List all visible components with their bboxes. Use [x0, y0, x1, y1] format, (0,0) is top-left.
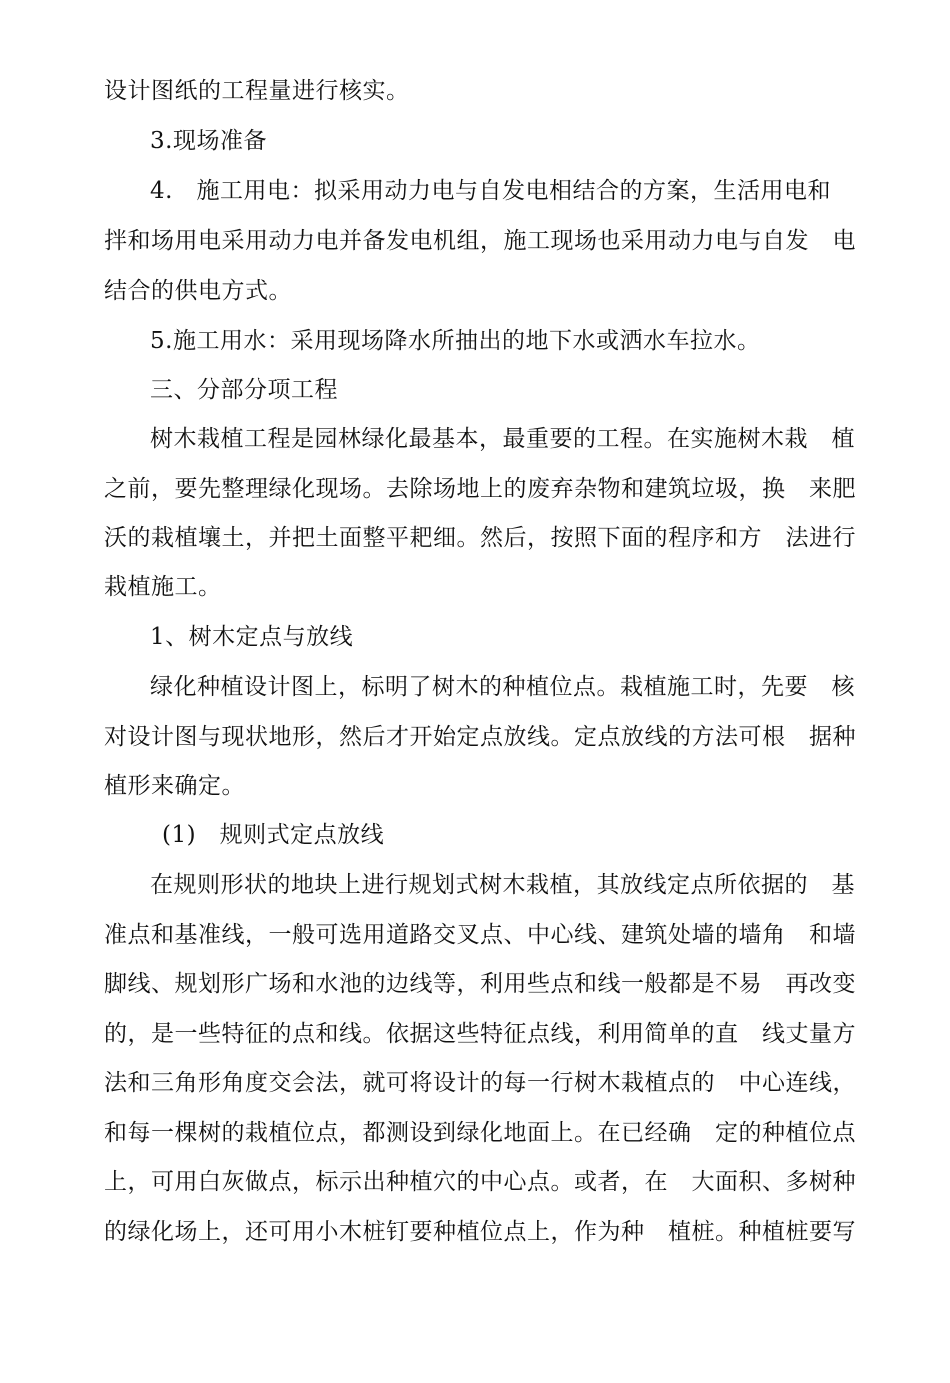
text-line-9: 之前，要先整理绿化现场。去除场地上的废弃杂物和建筑垃圾，换 来肥 — [104, 476, 856, 502]
text-line-15: 植形来确定。 — [104, 773, 245, 799]
text-line-5: 结合的供电方式。 — [104, 278, 292, 304]
section-heading: 三、分部分项工程 — [150, 377, 338, 403]
text-line-19: 脚线、规划形广场和水池的边线等，利用些点和线一般都是不易 再改变 — [104, 971, 856, 997]
text-line-11: 栽植施工。 — [104, 574, 222, 600]
subsection-heading: 1、树木定点与放线 — [150, 624, 354, 650]
text-line-2: 3.现场准备 — [150, 128, 267, 154]
text-line-13: 绿化种植设计图上，标明了树木的种植位点。栽植施工时，先要 核 — [150, 674, 855, 700]
text-line-21: 法和三角形角度交会法，就可将设计的每一行树木栽植点的 中心连线， — [104, 1070, 856, 1096]
text-line-14: 对设计图与现状地形，然后才开始定点放线。定点放线的方法可根 据种 — [104, 724, 856, 750]
text-line-20: 的，是一些特征的点和线。依据这些特征点线，利用简单的直 线丈量方 — [104, 1021, 856, 1047]
text-line-8: 树木栽植工程是园林绿化最基本，最重要的工程。在实施树木栽 植 — [150, 426, 855, 452]
text-line-1: 设计图纸的工程量进行核实。 — [104, 78, 410, 104]
text-line-10: 沃的栽植壤土，并把土面整平耙细。然后，按照下面的程序和方 法进行 — [104, 525, 856, 551]
text-line-3: 4. 施工用电：拟采用动力电与自发电相结合的方案，生活用电和 — [150, 178, 831, 204]
text-line-22: 和每一棵树的栽植位点，都测设到绿化地面上。在已经确 定的种植位点 — [104, 1120, 856, 1146]
sub-subsection-heading: (1) 规则式定点放线 — [162, 822, 385, 848]
text-line-24: 的绿化场上，还可用小木桩钉要种植位点上，作为种 植桩。种植桩要写 — [104, 1219, 856, 1245]
text-line-18: 准点和基准线，一般可选用道路交叉点、中心线、建筑处墙的墙角 和墙 — [104, 922, 856, 948]
text-line-6: 5.施工用水：采用现场降水所抽出的地下水或洒水车拉水。 — [150, 328, 761, 354]
text-line-4: 拌和场用电采用动力电并备发电机组，施工现场也采用动力电与自发 电 — [104, 228, 856, 254]
text-line-23: 上，可用白灰做点，标示出种植穴的中心点。或者，在 大面积、多树种 — [104, 1169, 856, 1195]
text-line-17: 在规则形状的地块上进行规划式树木栽植，其放线定点所依据的 基 — [150, 872, 855, 898]
